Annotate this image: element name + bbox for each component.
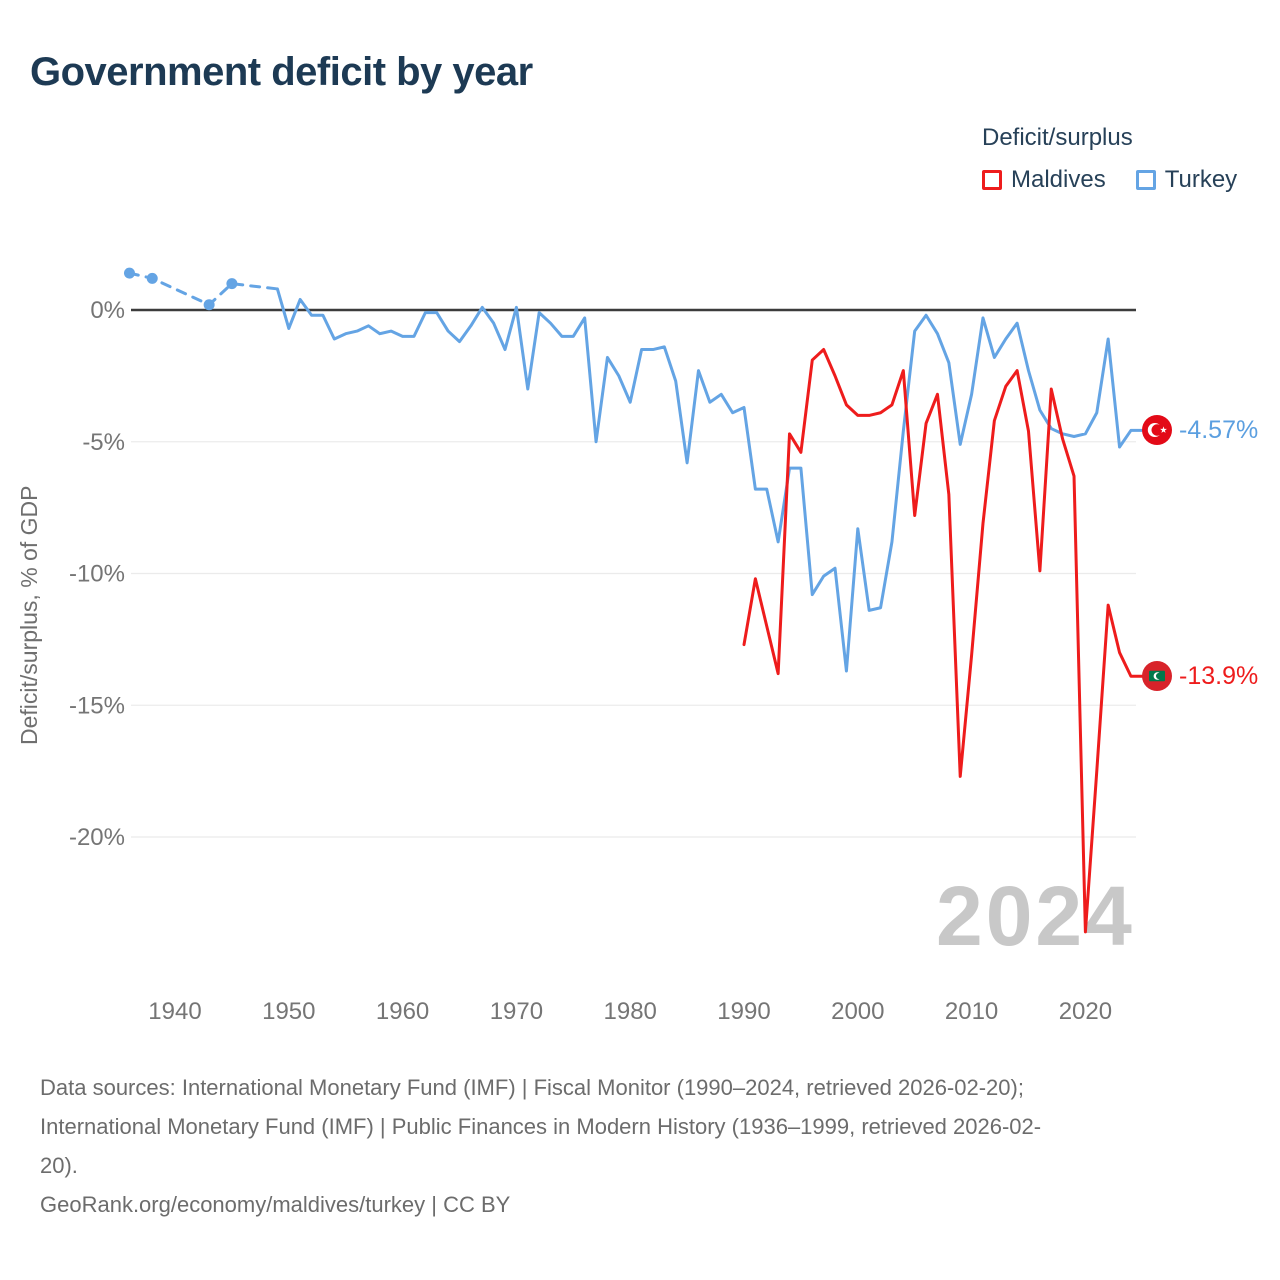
- legend-item-turkey[interactable]: [1136, 166, 1237, 194]
- maldives-flag-icon: [1142, 661, 1172, 691]
- svg-text:2020: 2020: [1058, 998, 1113, 1025]
- source-line-2: International Monetary Fund (IMF) | Public Finances in Modern History (1936–1999, retrieved 2026-02-: [40, 1114, 1042, 1139]
- turkey-flag-icon: [1142, 415, 1172, 445]
- maldives-swatch-icon: [982, 170, 1002, 190]
- maldives-end-value: -13.9%: [1179, 661, 1259, 690]
- attribution-line: GeoRank.org/economy/maldives/turkey | CC BY: [40, 1192, 511, 1217]
- legend-title: Deficit/surplus: [982, 124, 1133, 151]
- legend-item-maldives[interactable]: [982, 166, 1106, 194]
- legend: [982, 124, 1237, 194]
- svg-text:0%: 0%: [90, 297, 125, 324]
- svg-text:1960: 1960: [375, 998, 430, 1025]
- turkey-end-value: -4.57%: [1179, 415, 1259, 444]
- legend-items: [982, 166, 1237, 194]
- source-line-1: Data sources: International Monetary Fund (IMF) | Fiscal Monitor (1990–2024, retrieved 2026-02-20);: [40, 1075, 1024, 1100]
- legend-label-maldives: Maldives: [1011, 166, 1106, 193]
- end-label-maldives: [1142, 661, 1258, 691]
- page-title: Government deficit by year: [30, 50, 533, 94]
- svg-text:1980: 1980: [603, 998, 657, 1025]
- footer: [40, 1068, 1250, 1224]
- svg-text:-10%: -10%: [68, 560, 125, 588]
- end-label-turkey: [1142, 415, 1258, 445]
- watermark: 2024: [936, 869, 1135, 963]
- y-axis-title: Deficit/surplus, % of GDP: [16, 485, 42, 745]
- source-line-3: 20).: [40, 1153, 78, 1178]
- legend-label-turkey: Turkey: [1164, 166, 1238, 193]
- svg-text:1940: 1940: [148, 998, 202, 1025]
- svg-text:2010: 2010: [944, 998, 999, 1025]
- svg-text:-15%: -15%: [68, 692, 125, 720]
- svg-text:1970: 1970: [489, 998, 544, 1025]
- svg-text:1950: 1950: [262, 998, 316, 1025]
- turkey-swatch-icon: [1136, 170, 1156, 190]
- svg-text:-5%: -5%: [82, 428, 125, 456]
- svg-text:-20%: -20%: [68, 824, 125, 851]
- svg-text:1990: 1990: [717, 998, 771, 1025]
- svg-text:2000: 2000: [831, 998, 885, 1025]
